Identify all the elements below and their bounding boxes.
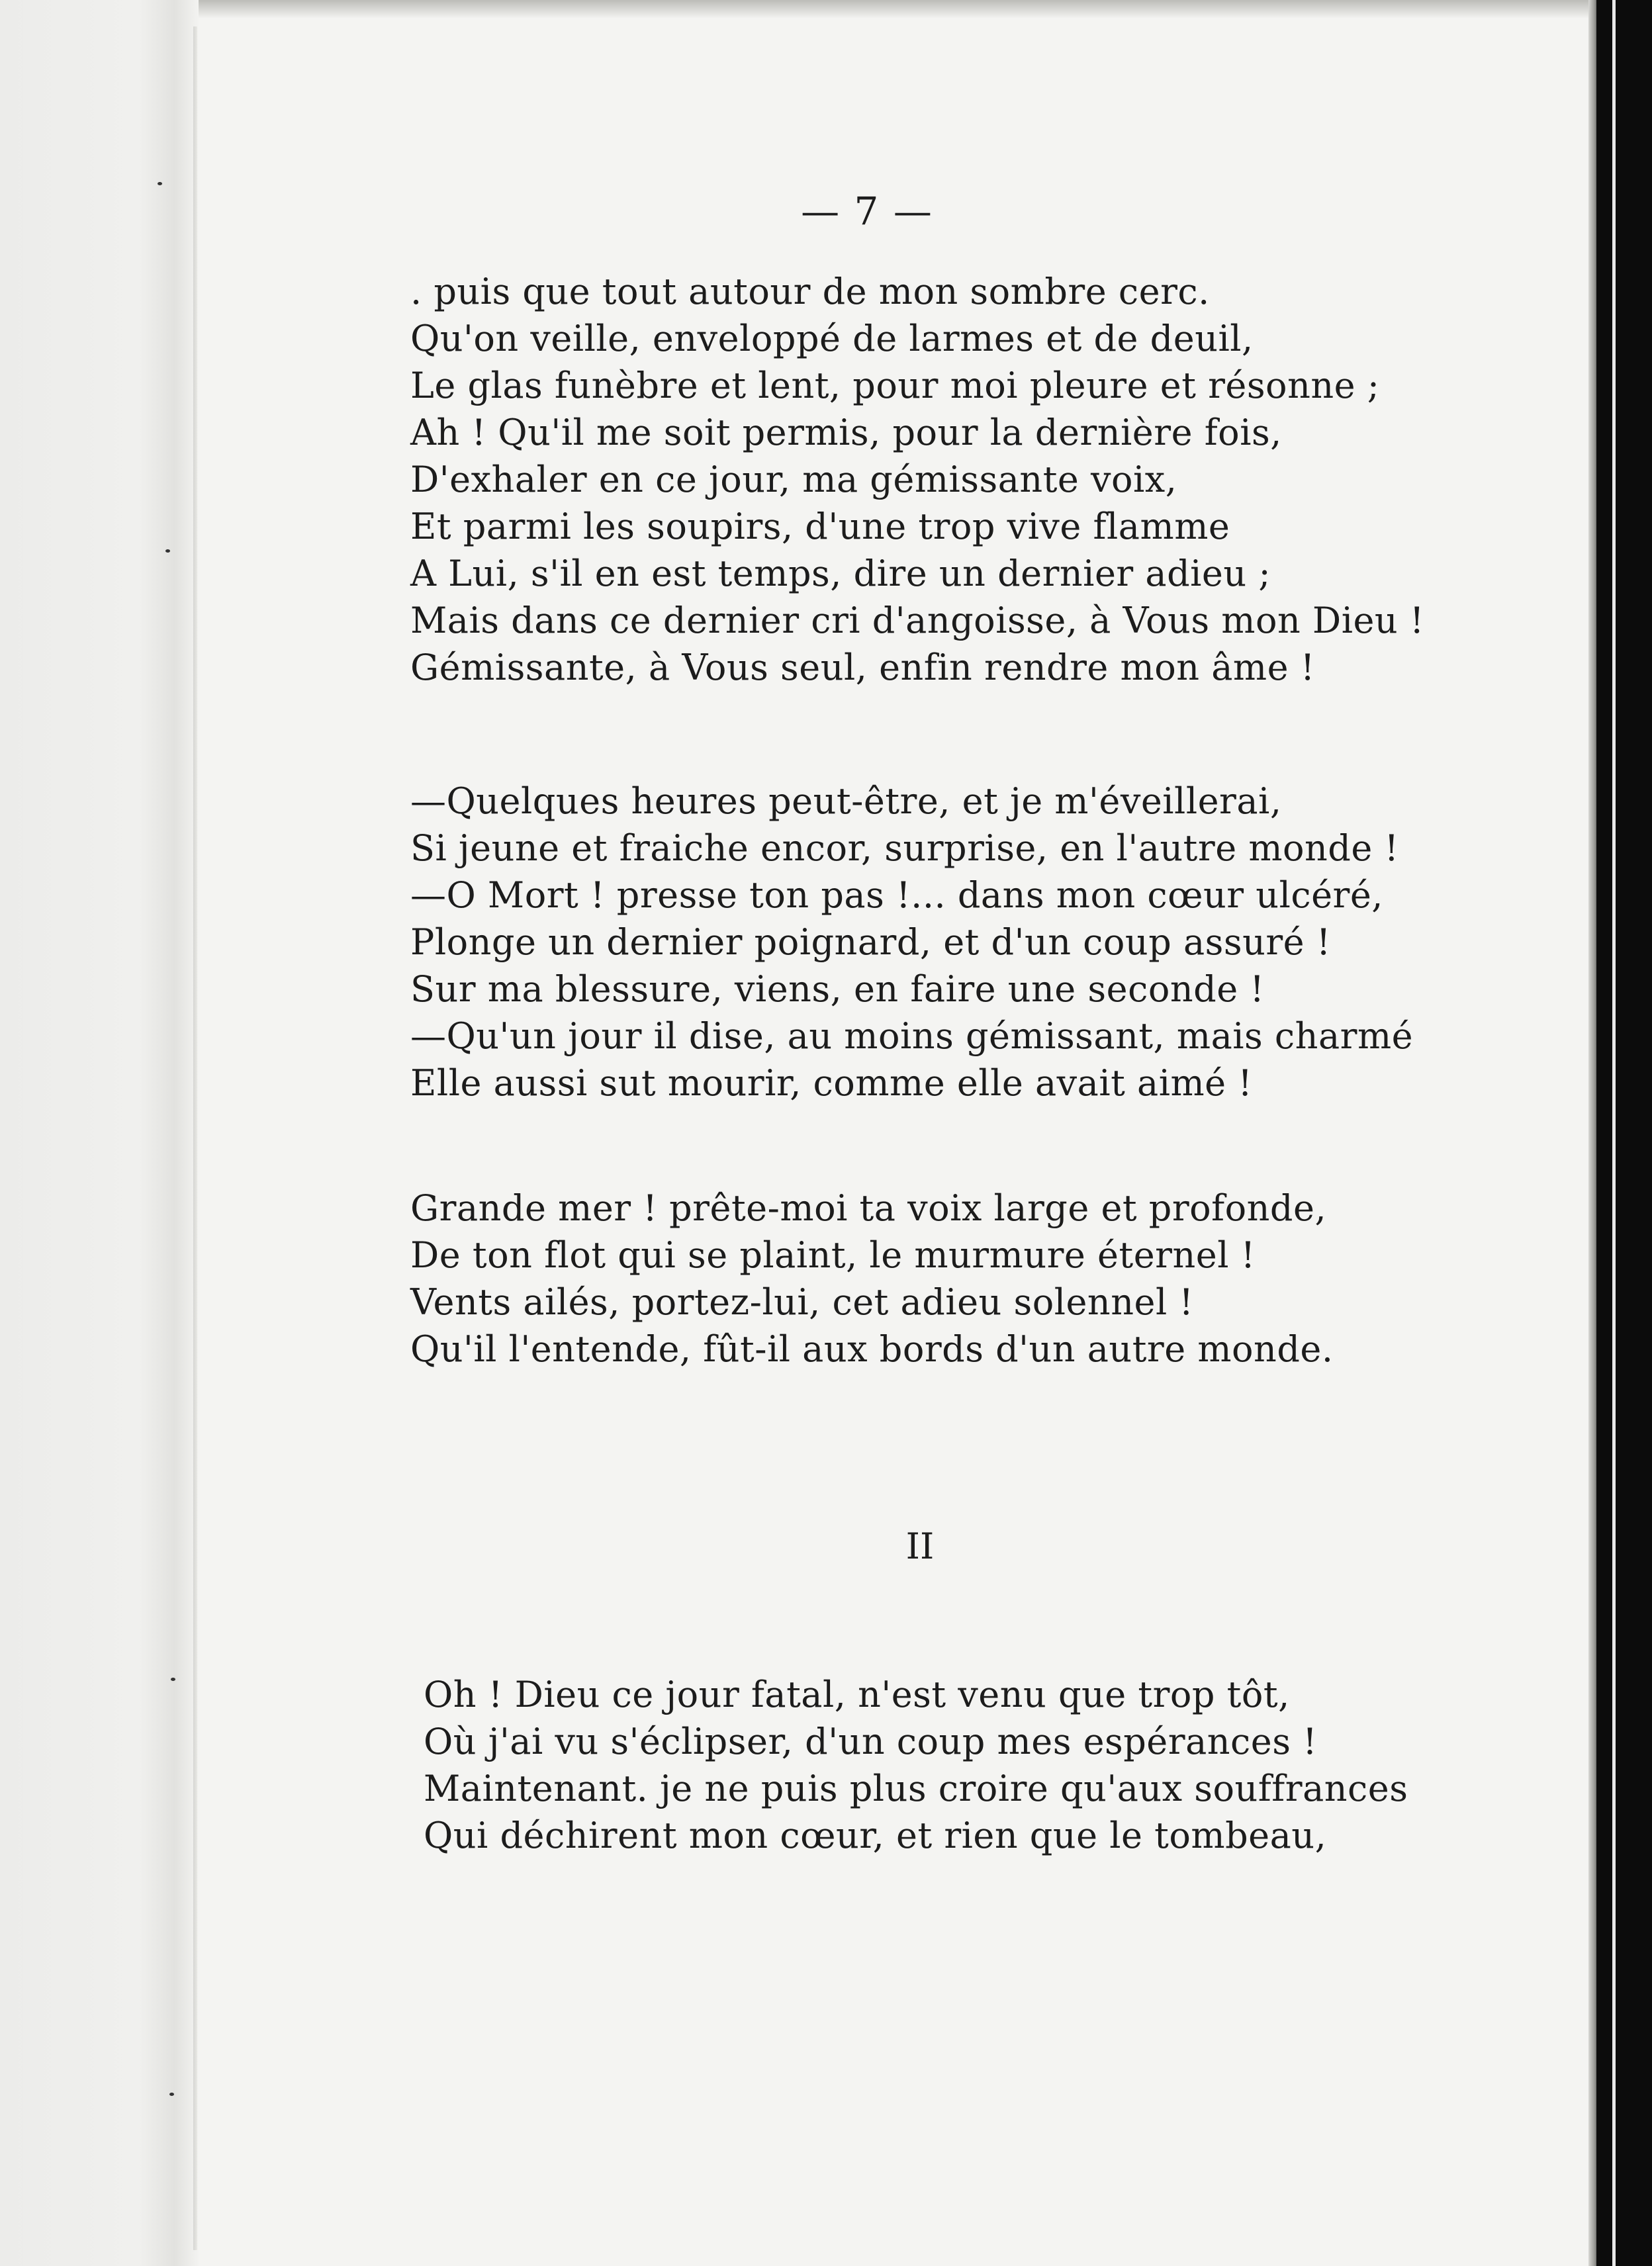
verse-line: Et parmi les soupirs, d'une trop vive flamme xyxy=(410,506,1230,547)
page-number: — 7 — xyxy=(801,189,933,234)
verse-line: . puis que tout autour de mon sombre cerc. xyxy=(410,271,1210,312)
stanza xyxy=(410,268,1424,691)
scan-speck xyxy=(165,549,170,553)
verse-line: Ah ! Qu'il me soit permis, pour la dernière fois, xyxy=(410,412,1282,453)
scan-speck xyxy=(171,1678,175,1681)
verse-line: Plonge un dernier poignard, et d'un coup assuré ! xyxy=(410,921,1331,963)
scan-border xyxy=(1596,0,1652,2266)
verse-line: Qu'il l'entende, fût-il aux bords d'un autre monde. xyxy=(410,1328,1334,1370)
scan-border-line xyxy=(1612,0,1616,2266)
section-number: II xyxy=(905,1525,935,1567)
stanza xyxy=(410,778,1413,1107)
verse-line: Qui déchirent mon cœur, et rien que le tombeau, xyxy=(424,1815,1327,1856)
verse-line: —Quelques heures peut-être, et je m'éveillerai, xyxy=(410,780,1282,822)
page-fold-shadow xyxy=(193,26,197,2250)
verse-line: Si jeune et fraiche encor, surprise, en l'autre monde ! xyxy=(410,827,1399,869)
verse-line: Oh ! Dieu ce jour fatal, n'est venu que trop tôt, xyxy=(424,1674,1290,1715)
top-edge-shadow xyxy=(199,0,1588,19)
verse-line: Elle aussi sut mourir, comme elle avait aimé ! xyxy=(410,1062,1253,1104)
verse-line: Qu'on veille, enveloppé de larmes et de deuil, xyxy=(410,318,1254,359)
verse-line: Mais dans ce dernier cri d'angoisse, à Vous mon Dieu ! xyxy=(410,600,1425,641)
verse-line: De ton flot qui se plaint, le murmure éternel ! xyxy=(410,1234,1256,1276)
verse-line: Vents ailés, portez-lui, cet adieu solennel ! xyxy=(410,1281,1194,1323)
stanza xyxy=(424,1671,1408,1859)
verse-line: A Lui, s'il en est temps, dire un dernier adieu ; xyxy=(410,553,1271,594)
facing-page-margin xyxy=(0,0,199,2266)
scan-speck xyxy=(169,2093,174,2096)
verse-line: Gémissante, à Vous seul, enfin rendre mon âme ! xyxy=(410,647,1315,688)
verse-line: Sur ma blessure, viens, en faire une seconde ! xyxy=(410,968,1265,1010)
verse-line: —Qu'un jour il dise, au moins gémissant, mais charmé xyxy=(410,1015,1414,1057)
verse-line: D'exhaler en ce jour, ma gémissante voix, xyxy=(410,459,1177,500)
book-page xyxy=(218,26,1582,2243)
scan-speck xyxy=(158,182,162,185)
verse-line: Le glas funèbre et lent, pour moi pleure et résonne ; xyxy=(410,365,1380,406)
verse-line: Grande mer ! prête-moi ta voix large et profonde, xyxy=(410,1187,1327,1229)
stanza xyxy=(410,1185,1334,1373)
verse-line: Où j'ai vu s'éclipser, d'un coup mes espérances ! xyxy=(424,1721,1318,1762)
verse-line: Maintenant. je ne puis plus croire qu'aux souffrances xyxy=(424,1768,1408,1809)
verse-line: —O Mort ! presse ton pas !... dans mon cœur ulcéré, xyxy=(410,874,1383,916)
